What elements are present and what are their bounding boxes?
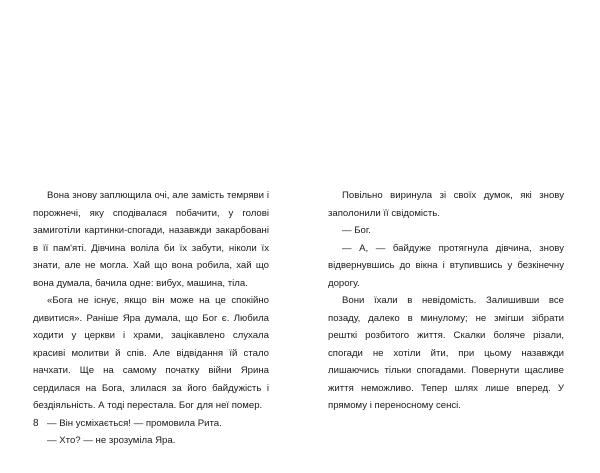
right-page xyxy=(300,0,600,473)
right-paragraph-3: — А, — байдуже протягнула дівчина, знову відвернувшись до вікна і втупившись у безкінечну дорогу. xyxy=(328,242,564,289)
left-paragraph-2: «Бога не існує, якщо він може на це спокійно дивитися». Раніше Яра думала, що Бог є. Любила ходити у церкви і храми, зацікавлено слухала красиві молитви й спів. Але відвідання їй стало начхати. Ще на самому початку війни Ярина сердилася на Бога, злилася за його байдужість і бездіяльність. А тоді перестала. Бог для неї помер. xyxy=(33,295,269,411)
left-paragraph-1: Вона знову заплющила очі, але замість темряви і порожнечі, яку сподівалася побачити, у голові замиготіли картинки-спогади, назавжди закарбовані в її пам'яті. Дівчина воліла би їх забути, ніколи їх знати, але не могла. Хай що вона робила, хай що вона думала, бачила одне: вибух, машина, тіла. xyxy=(33,190,269,289)
right-page-text xyxy=(328,187,564,415)
left-paragraph-4: — Хто? — не зрозуміла Яра. xyxy=(47,435,176,446)
left-page-text xyxy=(33,187,269,450)
left-paragraph-3: — Він усміхається! — промовила Рита. xyxy=(47,417,222,429)
right-paragraph-2: — Бог. xyxy=(342,225,371,236)
right-paragraph-1: Повільно виринула зі своїх думок, які знову заполонили її свідомість. xyxy=(328,190,564,219)
right-paragraph-4: Вони їхали в невідомість. Залишивши все позаду, далеко в минулому; не змігши зібрати решткі розбитого життя. Скалки боляче різали, спогади не хотіли йти, при цьому назавжди лишаючись тільки спогадами. Повернути щасливе життя неможливо. Тепер шлях лише вперед. У прямому і переносному сенсі. xyxy=(328,295,564,411)
page-number: 8 xyxy=(33,418,39,429)
